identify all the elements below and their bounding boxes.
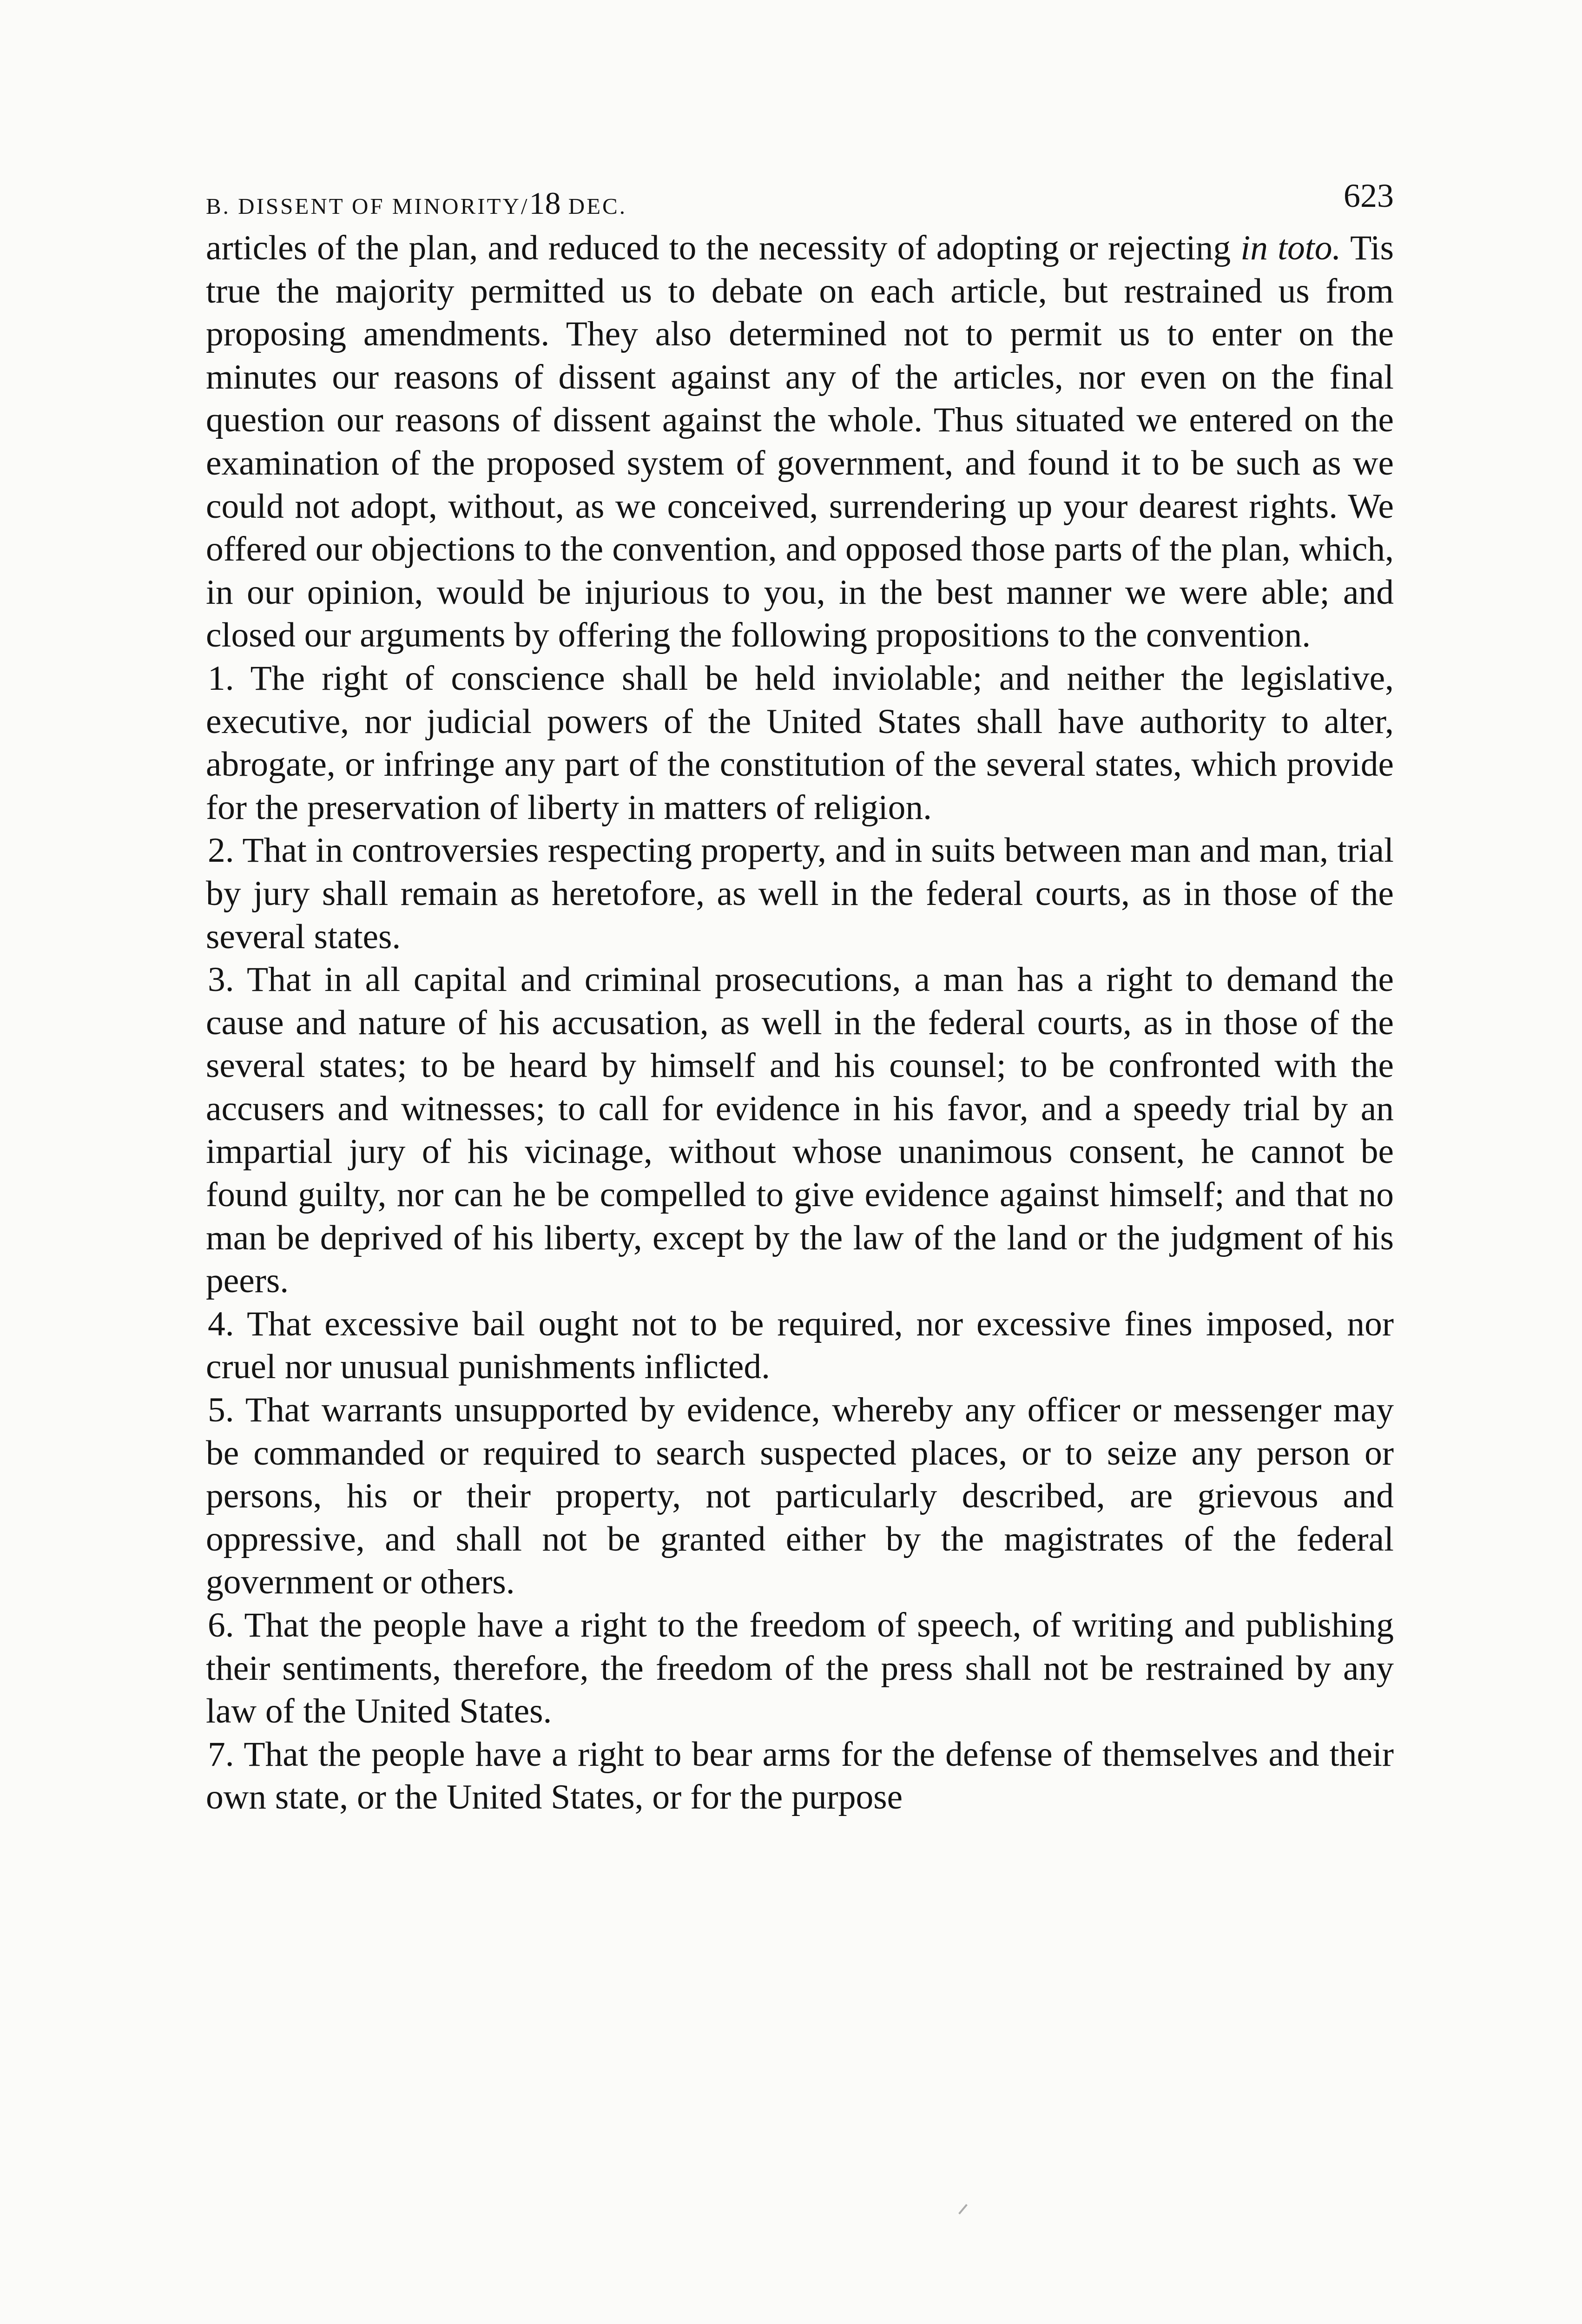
proposition-text: That in all capital and criminal prosecutions, a man has a right to demand the cause and nature of his accusation, as well in the federal courts, as in those of the several states; to be heard by himself and his counsel; to be confronted with the accusers and witnesses; to call for evidence in his favor, and a speedy trial by an impartial jury of his vicinage, without whose unanimous consent, he cannot be found guilty, nor can he be compelled to give evidence against himself; and that no man be deprived of his liberty, except by the law of the land or the judgment of his peers.: [206, 960, 1394, 1301]
proposition-number: 5.: [208, 1391, 234, 1430]
proposition-text: That in controversies respecting property, and in suits between man and man, trial by jury shall remain as heretofore, as well in the federal courts, as in those of the several states.: [206, 831, 1394, 956]
proposition-text: That warrants unsupported by evidence, whereby any officer or messenger may be commanded or required to search suspected places, or to seize any person or persons, his or their property, not particularly described, are grievous and oppressive, and shall not be granted either by the magistrates of the federal government or others.: [206, 1391, 1394, 1602]
section-title-number: 18: [529, 185, 561, 221]
proposition-number: 7.: [208, 1735, 234, 1774]
proposition-6: [206, 1604, 1394, 1733]
proposition-number: 6.: [208, 1606, 234, 1644]
proposition-4: [206, 1303, 1394, 1389]
proposition-number: 3.: [208, 960, 234, 999]
intro-text-part-2: Tis true the majority permitted us to debate on each article, but restrained us from proposing amendments. They also determined not to permit us to enter on the minutes our reasons of dissent against any of the articles, nor even on the final question our reasons of dissent against the whole. Thus situated we entered on the examination of the proposed system of government, and found it to be such as we could not adopt, without, as we conceived, surrendering up your dearest rights. We offered our objections to the convention, and opposed those parts of the plan, which, in our opinion, would be injurious to you, in the best manner we were able; and closed our arguments by offering the following propositions to the convention.: [206, 229, 1394, 655]
section-title: [206, 185, 627, 222]
proposition-5: [206, 1389, 1394, 1604]
proposition-7: [206, 1733, 1394, 1819]
running-head: [206, 177, 1394, 221]
section-title-prefix: B. DISSENT OF MINORITY/: [206, 193, 529, 219]
body-text: [206, 227, 1394, 1819]
intro-text-part-1: articles of the plan, and reduced to the necessity of adopting or rejecting: [206, 229, 1241, 267]
proposition-1: [206, 657, 1394, 829]
proposition-text: That excessive bail ought not to be required, nor excessive fines imposed, nor cruel nor unusual punishments inflicted.: [206, 1304, 1394, 1386]
proposition-number: 1.: [208, 659, 234, 698]
proposition-text: That the people have a right to bear arms for the defense of themselves and their own state, or the United States, or for the purpose: [206, 1735, 1394, 1817]
page-number: 623: [1344, 177, 1394, 214]
proposition-text: That the people have a right to the freedom of speech, of writing and publishing their sentiments, therefore, the freedom of the press shall not be restrained by any law of the United States.: [206, 1606, 1394, 1731]
intro-italic-phrase: in toto.: [1240, 229, 1341, 267]
paper-speck: [958, 2204, 968, 2214]
proposition-number: 4.: [208, 1304, 234, 1343]
proposition-number: 2.: [208, 831, 234, 870]
book-page: [206, 177, 1394, 1819]
section-title-suffix: DEC.: [560, 193, 627, 219]
proposition-2: [206, 829, 1394, 958]
intro-paragraph: [206, 227, 1394, 657]
proposition-3: [206, 958, 1394, 1303]
proposition-text: The right of conscience shall be held inviolable; and neither the legislative, executive, nor judicial powers of the United States shall have authority to alter, abrogate, or infringe any part of the constitution of the several states, which provide for the preservation of liberty in matters of religion.: [206, 659, 1394, 827]
